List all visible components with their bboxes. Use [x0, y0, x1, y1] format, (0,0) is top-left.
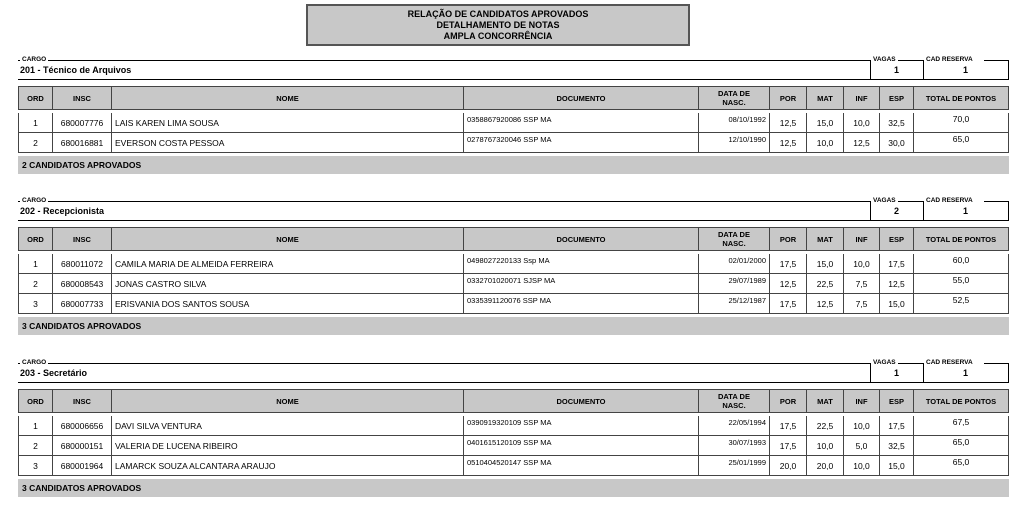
- col-inf: INF: [844, 389, 880, 413]
- approved-count-footer: 3 CANDIDATOS APROVADOS: [18, 317, 1009, 335]
- cargo-label: CARGO: [22, 56, 47, 63]
- cell-nome: ERISVANIA DOS SANTOS SOUSA: [112, 294, 464, 314]
- cell-documento: 0335391120076 SSP MA: [464, 294, 699, 314]
- cell-esp: 17,5: [880, 254, 914, 274]
- col-documento: DOCUMENTO: [464, 389, 699, 413]
- table-row: [18, 133, 1009, 153]
- cell-inf: 10,0: [844, 416, 880, 436]
- cargo-name: 201 - Técnico de Arquivos: [20, 65, 132, 75]
- report-title-line3: AMPLA CONCORRÊNCIA: [443, 31, 553, 41]
- cell-documento: 0358867920086 SSP MA: [464, 113, 699, 133]
- col-insc: INSC: [53, 86, 112, 110]
- cell-insc: 680000151: [53, 436, 112, 456]
- cell-por: 17,5: [770, 294, 807, 314]
- col-data-line1: DATA DE: [718, 392, 750, 401]
- cargo-label: CARGO: [22, 197, 47, 204]
- cell-data-nasc: 30/07/1993: [699, 436, 770, 456]
- cell-por: 17,5: [770, 436, 807, 456]
- cell-ord: 3: [18, 456, 53, 476]
- cell-mat: 22,5: [807, 274, 844, 294]
- table-row: [18, 274, 1009, 294]
- cell-insc: 680006656: [53, 416, 112, 436]
- col-total: TOTAL DE PONTOS: [914, 227, 1009, 251]
- cell-documento: 0278767320046 SSP MA: [464, 133, 699, 153]
- cell-nome: LAMARCK SOUZA ALCANTARA ARAUJO: [112, 456, 464, 476]
- cell-total: 67,5: [914, 416, 1009, 436]
- col-mat: MAT: [807, 389, 844, 413]
- cell-total: 55,0: [914, 274, 1009, 294]
- table-header-row: [18, 227, 1009, 251]
- cell-inf: 10,0: [844, 254, 880, 274]
- cell-total: 70,0: [914, 113, 1009, 133]
- col-ord: ORD: [18, 389, 53, 413]
- cell-data-nasc: 25/01/1999: [699, 456, 770, 476]
- col-mat: MAT: [807, 227, 844, 251]
- col-ord: ORD: [18, 227, 53, 251]
- cell-nome: VALERIA DE LUCENA RIBEIRO: [112, 436, 464, 456]
- cell-mat: 22,5: [807, 416, 844, 436]
- cargo-name: 203 - Secretário: [20, 368, 88, 378]
- cargo-label: CARGO: [22, 359, 47, 366]
- table-row: [18, 113, 1009, 133]
- cell-insc: 680008543: [53, 274, 112, 294]
- cell-nome: JONAS CASTRO SILVA: [112, 274, 464, 294]
- cell-data-nasc: 22/05/1994: [699, 416, 770, 436]
- cell-nome: EVERSON COSTA PESSOA: [112, 133, 464, 153]
- cell-esp: 15,0: [880, 456, 914, 476]
- col-total: TOTAL DE PONTOS: [914, 389, 1009, 413]
- cell-documento: 0498027220133 Ssp MA: [464, 254, 699, 274]
- cell-por: 12,5: [770, 274, 807, 294]
- cad-reserva-label: CAD RESERVA: [926, 359, 973, 366]
- col-ord: ORD: [18, 86, 53, 110]
- cell-ord: 3: [18, 294, 53, 314]
- cell-ord: 2: [18, 436, 53, 456]
- cell-por: 12,5: [770, 133, 807, 153]
- table-header-row: [18, 86, 1009, 110]
- report-title: [306, 4, 690, 46]
- vagas-label: VAGAS: [873, 56, 896, 63]
- col-data-nasc: [699, 86, 770, 110]
- col-data-nasc: [699, 389, 770, 413]
- approved-count-footer: 3 CANDIDATOS APROVADOS: [18, 479, 1009, 497]
- col-esp: ESP: [880, 227, 914, 251]
- vagas-label: VAGAS: [873, 359, 896, 366]
- cell-esp: 30,0: [880, 133, 914, 153]
- table-row: [18, 416, 1009, 436]
- cell-data-nasc: 02/01/2000: [699, 254, 770, 274]
- table-header-row: [18, 389, 1009, 413]
- cell-esp: 15,0: [880, 294, 914, 314]
- cargo-header: [18, 359, 1009, 383]
- col-data-line2: NASC.: [722, 239, 746, 248]
- cell-nome: DAVI SILVA VENTURA: [112, 416, 464, 436]
- cell-inf: 7,5: [844, 294, 880, 314]
- report-title-line1: RELAÇÃO DE CANDIDATOS APROVADOS: [407, 9, 589, 19]
- col-data-line2: NASC.: [722, 98, 746, 107]
- cell-total: 60,0: [914, 254, 1009, 274]
- cargo-section: [18, 56, 1009, 174]
- cell-ord: 1: [18, 113, 53, 133]
- cell-data-nasc: 25/12/1987: [699, 294, 770, 314]
- cell-mat: 10,0: [807, 133, 844, 153]
- cell-data-nasc: 08/10/1992: [699, 113, 770, 133]
- cad-reserva-value: 1: [962, 368, 968, 378]
- vagas-value: 1: [893, 65, 899, 75]
- col-insc: INSC: [53, 389, 112, 413]
- cad-reserva-label: CAD RESERVA: [926, 197, 973, 204]
- table-row: [18, 254, 1009, 274]
- cell-inf: 12,5: [844, 133, 880, 153]
- vagas-label: VAGAS: [873, 197, 896, 204]
- cell-total: 65,0: [914, 133, 1009, 153]
- col-data-nasc: [699, 227, 770, 251]
- cargo-section: [18, 197, 1009, 335]
- candidates-table: [18, 86, 1009, 153]
- cargo-name: 202 - Recepcionista: [20, 206, 105, 216]
- cell-mat: 12,5: [807, 294, 844, 314]
- cell-total: 65,0: [914, 436, 1009, 456]
- candidates-table: [18, 227, 1009, 314]
- col-mat: MAT: [807, 86, 844, 110]
- col-nome: NOME: [112, 227, 464, 251]
- cell-mat: 15,0: [807, 254, 844, 274]
- cell-insc: 680011072: [53, 254, 112, 274]
- cargo-header: [18, 197, 1009, 221]
- cell-data-nasc: 12/10/1990: [699, 133, 770, 153]
- col-total: TOTAL DE PONTOS: [914, 86, 1009, 110]
- cell-esp: 32,5: [880, 113, 914, 133]
- cell-total: 52,5: [914, 294, 1009, 314]
- cell-por: 12,5: [770, 113, 807, 133]
- cell-documento: 0332701020071 SJSP MA: [464, 274, 699, 294]
- col-esp: ESP: [880, 389, 914, 413]
- col-por: POR: [770, 227, 807, 251]
- cell-inf: 7,5: [844, 274, 880, 294]
- cell-inf: 10,0: [844, 456, 880, 476]
- table-row: [18, 456, 1009, 476]
- col-data-line2: NASC.: [722, 401, 746, 410]
- cargo-section: [18, 359, 1009, 497]
- cell-documento: 0390919320109 SSP MA: [464, 416, 699, 436]
- col-data-line1: DATA DE: [718, 89, 750, 98]
- cell-ord: 2: [18, 133, 53, 153]
- cad-reserva-value: 1: [962, 206, 968, 216]
- cell-ord: 2: [18, 274, 53, 294]
- cell-data-nasc: 29/07/1989: [699, 274, 770, 294]
- cell-inf: 5,0: [844, 436, 880, 456]
- col-por: POR: [770, 86, 807, 110]
- cell-por: 20,0: [770, 456, 807, 476]
- cell-insc: 680016881: [53, 133, 112, 153]
- cell-documento: 0401615120109 SSP MA: [464, 436, 699, 456]
- col-data-line1: DATA DE: [718, 230, 750, 239]
- cell-insc: 680001964: [53, 456, 112, 476]
- cell-insc: 680007733: [53, 294, 112, 314]
- col-por: POR: [770, 389, 807, 413]
- cell-total: 65,0: [914, 456, 1009, 476]
- cell-nome: CAMILA MARIA DE ALMEIDA FERREIRA: [112, 254, 464, 274]
- cell-mat: 15,0: [807, 113, 844, 133]
- vagas-value: 2: [893, 206, 899, 216]
- cargo-header: [18, 56, 1009, 80]
- cell-ord: 1: [18, 254, 53, 274]
- cad-reserva-label: CAD RESERVA: [926, 56, 973, 63]
- cell-esp: 17,5: [880, 416, 914, 436]
- cad-reserva-value: 1: [962, 65, 968, 75]
- col-inf: INF: [844, 86, 880, 110]
- col-esp: ESP: [880, 86, 914, 110]
- vagas-value: 1: [893, 368, 899, 378]
- table-row: [18, 436, 1009, 456]
- candidates-table: [18, 389, 1009, 476]
- col-nome: NOME: [112, 389, 464, 413]
- col-documento: DOCUMENTO: [464, 227, 699, 251]
- approved-count-footer: 2 CANDIDATOS APROVADOS: [18, 156, 1009, 174]
- cell-ord: 1: [18, 416, 53, 436]
- col-inf: INF: [844, 227, 880, 251]
- col-insc: INSC: [53, 227, 112, 251]
- col-documento: DOCUMENTO: [464, 86, 699, 110]
- cell-inf: 10,0: [844, 113, 880, 133]
- cell-por: 17,5: [770, 254, 807, 274]
- cell-insc: 680007776: [53, 113, 112, 133]
- cell-por: 17,5: [770, 416, 807, 436]
- cell-nome: LAIS KAREN LIMA SOUSA: [112, 113, 464, 133]
- cell-esp: 32,5: [880, 436, 914, 456]
- table-row: [18, 294, 1009, 314]
- cell-documento: 0510404520147 SSP MA: [464, 456, 699, 476]
- cell-mat: 10,0: [807, 436, 844, 456]
- cell-mat: 20,0: [807, 456, 844, 476]
- cell-esp: 12,5: [880, 274, 914, 294]
- col-nome: NOME: [112, 86, 464, 110]
- report-title-line2: DETALHAMENTO DE NOTAS: [436, 20, 560, 30]
